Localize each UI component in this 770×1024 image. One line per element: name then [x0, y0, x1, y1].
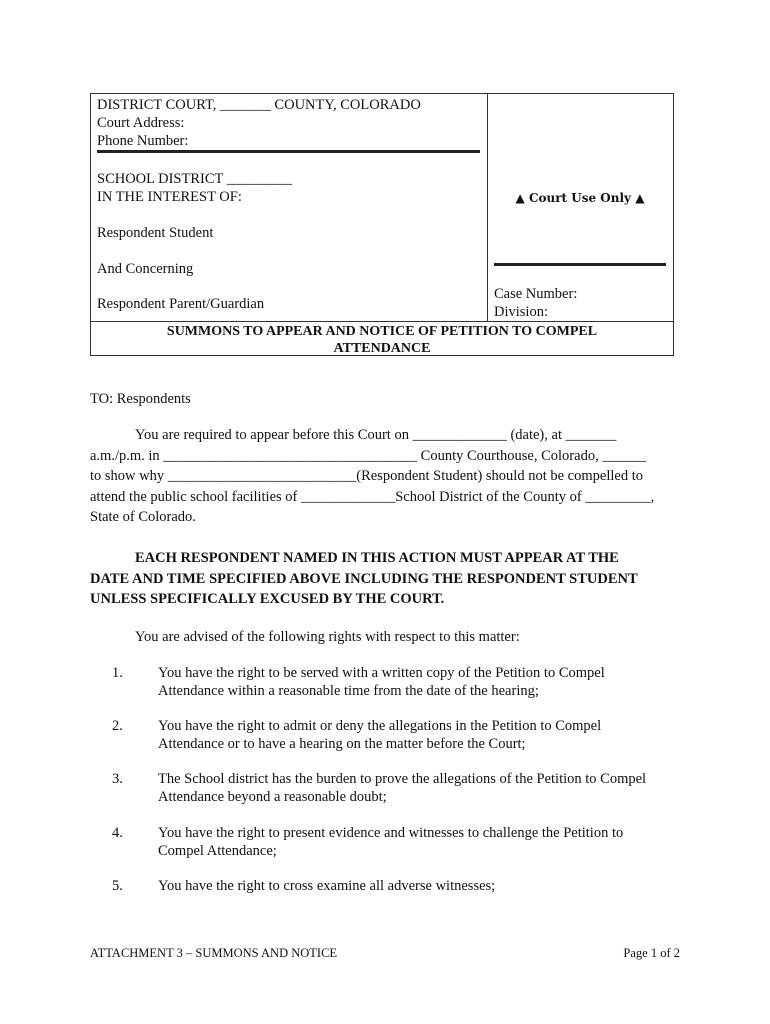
- item-text: You have the right to cross examine all adverse witnesses;: [158, 878, 496, 894]
- title-line-2: ATTENDANCE: [333, 341, 431, 356]
- item-text: Attendance or to have a hearing on the matter before the Court;: [158, 736, 526, 752]
- case-divider: [494, 263, 666, 266]
- item-text: Compel Attendance;: [158, 843, 277, 859]
- caption-divider: [97, 150, 480, 153]
- para-line: to show why __________________________(Respondent Student) should not be compelled to: [90, 468, 643, 484]
- title-line-1: SUMMONS TO APPEAR AND NOTICE OF PETITION TO COMPEL: [166, 324, 598, 339]
- respondent-parent: Respondent Parent/Guardian: [97, 296, 265, 312]
- para-line: You are required to appear before this Court on _____________ (date), at _______: [135, 427, 617, 443]
- item-text: Attendance beyond a reasonable doubt;: [158, 789, 387, 805]
- item-number: 1.: [112, 665, 123, 681]
- para-line: a.m./p.m. in ___________________________________ County Courthouse, Colorado, ______: [90, 447, 646, 464]
- respondent-student: Respondent Student: [97, 225, 214, 241]
- item-text: You have the right to be served with a written copy of the Petition to Compel: [158, 665, 605, 681]
- mandatory-notice: [90, 548, 680, 610]
- item-number: 2.: [112, 718, 123, 734]
- item-text: The School district has the burden to prove the allegations of the Petition to Compel: [158, 771, 647, 787]
- court-line: DISTRICT COURT, _______ COUNTY, COLORADO: [97, 97, 421, 113]
- item-text: Attendance within a reasonable time from the date of the hearing;: [158, 683, 539, 699]
- division: Division:: [494, 304, 548, 320]
- caption-left-panel: [91, 94, 488, 321]
- and-concerning: And Concerning: [97, 261, 194, 277]
- footer-attachment: ATTACHMENT 3 – SUMMONS AND NOTICE: [90, 946, 338, 960]
- school-district: SCHOOL DISTRICT _________: [97, 171, 292, 187]
- court-use-panel: [487, 94, 673, 321]
- notice-line: UNLESS SPECIFICALLY EXCUSED BY THE COURT.: [90, 591, 445, 607]
- item-text: You have the right to admit or deny the allegations in the Petition to Compel: [158, 718, 602, 734]
- para-line: State of Colorado.: [90, 509, 196, 525]
- item-number: 3.: [112, 771, 123, 787]
- item-number: 4.: [112, 825, 123, 841]
- paragraph-appear: [90, 425, 680, 528]
- advised-line: You are advised of the following rights with respect to this matter:: [135, 629, 520, 645]
- notice-line: DATE AND TIME SPECIFIED ABOVE INCLUDING THE RESPONDENT STUDENT: [90, 570, 638, 587]
- phone-number: Phone Number:: [97, 133, 189, 149]
- case-number: Case Number:: [494, 286, 578, 302]
- notice-line: EACH RESPONDENT NAMED IN THIS ACTION MUST APPEAR AT THE: [135, 550, 619, 566]
- page-number: Page 1 of 2: [623, 946, 680, 960]
- caption-box: [90, 93, 674, 356]
- para-line: attend the public school facilities of _____________School District of the County of _________,: [90, 488, 655, 505]
- item-number: 5.: [112, 878, 123, 894]
- interest-of: IN THE INTEREST OF:: [97, 189, 242, 205]
- item-text: You have the right to present evidence and witnesses to challenge the Petition to: [158, 825, 624, 841]
- to-line: TO: Respondents: [90, 391, 191, 407]
- court-address: Court Address:: [97, 115, 185, 131]
- document-title: [91, 321, 673, 358]
- court-use-only-label: ▲ Court Use Only ▲: [515, 191, 645, 205]
